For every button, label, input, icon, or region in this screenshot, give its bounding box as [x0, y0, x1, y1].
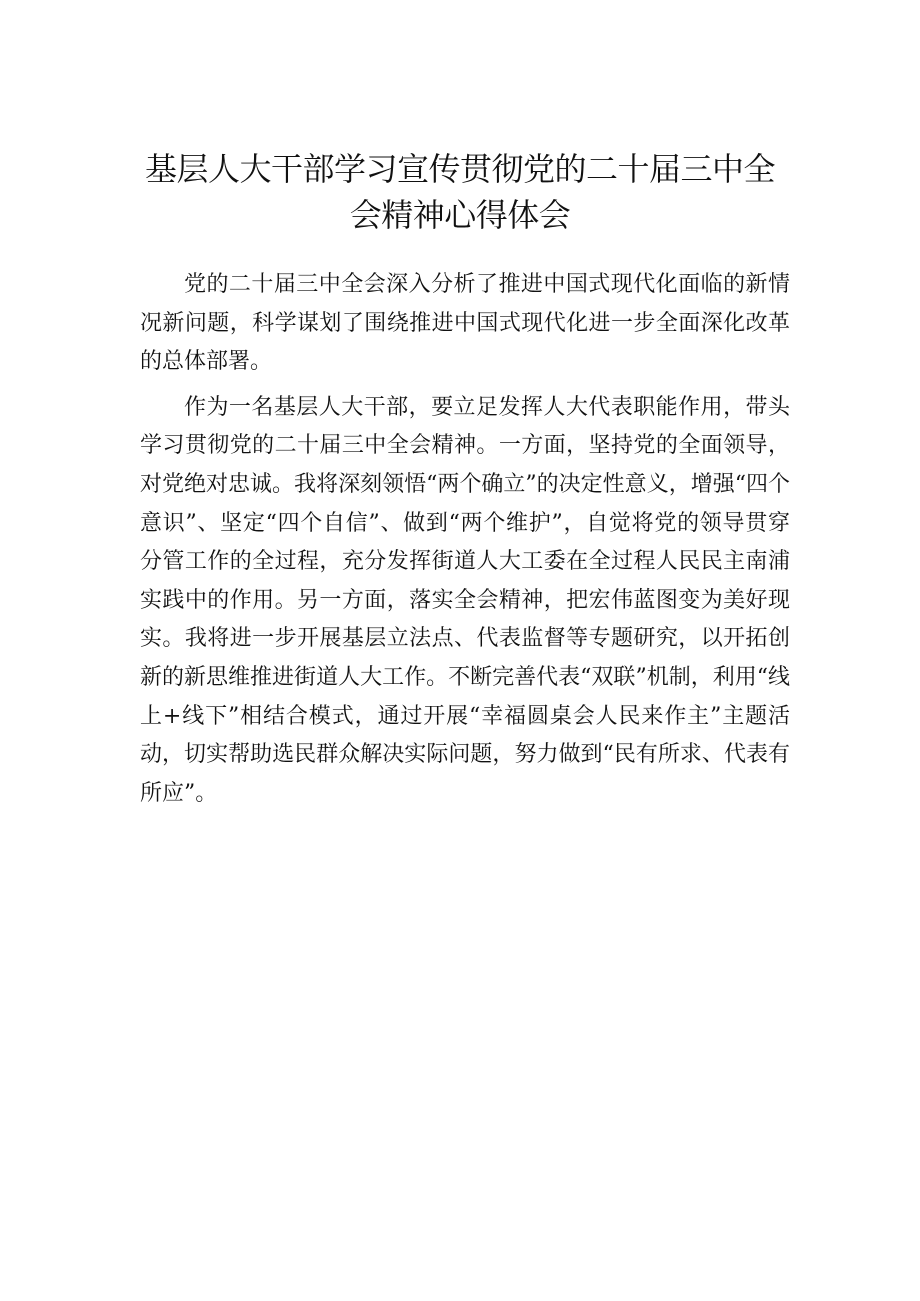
- document-body: [140, 266, 790, 813]
- title-line-1: 基层人大干部学习宣传贯彻党的二十届三中全: [144, 150, 775, 188]
- document-title: [140, 146, 780, 238]
- paragraph-2: 作为一名基层人大干部，要立足发挥人大代表职能作用，带头学习贯彻党的二十届三中全会精神。一方面，坚持党的全面领导，对党绝对忠诚。我将深刻领悟“两个确立”的决定性意义，增强“四个意识”、坚定“四个自信”、做到“两个维护”，自觉将党的领导贯穿分管工作的全过程，充分发挥街道人大工委在全过程人民民主南浦实践中的作用。另一方面，落实全会精神，把宏伟蓝图变为美好现实。我将进一步开展基层立法点、代表监督等专题研究，以开拓创新的新思维推进街道人大工作。不断完善代表“双联”机制，利用“线上+线下”相结合模式，通过开展“幸福圆桌会人民来作主”主题活动，切实帮助选民群众解决实际问题，努力做到“民有所求、代表有所应”。: [140, 394, 790, 806]
- title-line-2: 会精神心得体会: [349, 196, 571, 234]
- paragraph-1: 党的二十届三中全会深入分析了推进中国式现代化面临的新情况新问题，科学谋划了围绕推进中国式现代化进一步全面深化改革的总体部署。: [140, 272, 790, 375]
